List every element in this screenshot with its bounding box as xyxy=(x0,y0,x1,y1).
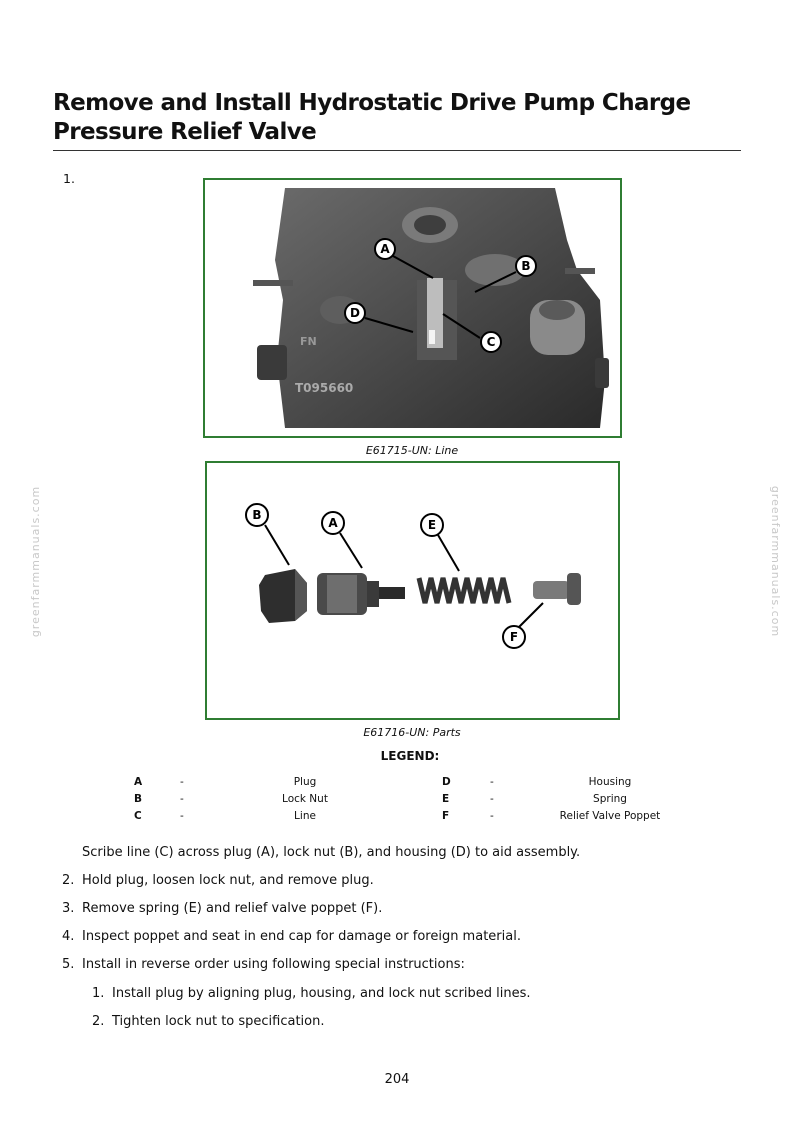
substep-number: 2. xyxy=(92,1014,105,1029)
substep-number: 1. xyxy=(92,986,105,1001)
legend-value: Line xyxy=(294,810,316,822)
page-title: Remove and Install Hydrostatic Drive Pump Charge Pressure Relief Valve xyxy=(53,90,691,145)
step-1-text: Scribe line (C) across plug (A), lock nut (B), and housing (D) to aid assembly. xyxy=(82,845,581,860)
callout-b: B xyxy=(521,259,531,273)
callout-d: D xyxy=(350,306,360,320)
legend-key: A xyxy=(134,776,143,788)
legend-key: D xyxy=(442,776,451,788)
legend-key: E xyxy=(442,793,450,805)
figure-parts-photo xyxy=(205,461,620,720)
title-divider xyxy=(53,150,741,151)
step-text: Inspect poppet and seat in end cap for damage or foreign material. xyxy=(82,929,521,944)
watermark: greenfarmmanuals.com xyxy=(769,485,783,638)
figure-caption: E61716-UN: Parts xyxy=(363,726,461,739)
legend-value: Housing xyxy=(588,776,632,788)
step-number: 4. xyxy=(62,929,75,944)
step-text: Hold plug, loosen lock nut, and remove plug. xyxy=(82,873,374,888)
legend-dash: - xyxy=(180,793,184,805)
legend-key: C xyxy=(134,810,142,822)
legend-value: Lock Nut xyxy=(282,793,328,805)
legend-row xyxy=(120,810,680,827)
step-number: 5. xyxy=(62,957,75,972)
substep-text: Tighten lock nut to specification. xyxy=(112,1014,325,1029)
legend-dash: - xyxy=(180,776,184,788)
legend-row xyxy=(120,793,680,810)
svg-text:T095660: T095660 xyxy=(295,381,354,395)
legend-table xyxy=(120,776,680,827)
callout-a: A xyxy=(380,242,390,256)
step-text: Remove spring (E) and relief valve poppet (F). xyxy=(82,901,383,916)
legend-key: F xyxy=(442,810,450,822)
substep-text: Install plug by aligning plug, housing, and lock nut scribed lines. xyxy=(112,986,531,1001)
step-number: 3. xyxy=(62,901,75,916)
watermark: greenfarmmanuals.com xyxy=(29,485,43,638)
legend-title: LEGEND: xyxy=(380,749,440,763)
figure-pump-photo xyxy=(203,178,622,438)
legend-value: Plug xyxy=(293,776,317,788)
legend-dash: - xyxy=(490,793,494,805)
legend-dash: - xyxy=(490,810,494,822)
legend-value: Spring xyxy=(593,793,627,805)
svg-text:FN: FN xyxy=(300,335,317,348)
step-text: Install in reverse order using following special instructions: xyxy=(82,957,465,972)
step-number: 1. xyxy=(63,171,75,186)
legend-key: B xyxy=(134,793,143,805)
step-number: 2. xyxy=(62,873,75,888)
legend-dash: - xyxy=(490,776,494,788)
callout-c: C xyxy=(486,335,496,349)
legend-dash: - xyxy=(180,810,184,822)
page-number: 204 xyxy=(384,1072,410,1087)
callout-b: B xyxy=(252,508,262,522)
callout-f: F xyxy=(509,630,519,644)
legend-row xyxy=(120,776,680,793)
callout-e: E xyxy=(427,518,437,532)
figure-caption: E61715-UN: Line xyxy=(365,444,459,457)
callout-a: A xyxy=(328,516,338,530)
legend-value: Relief Valve Poppet xyxy=(559,810,661,822)
